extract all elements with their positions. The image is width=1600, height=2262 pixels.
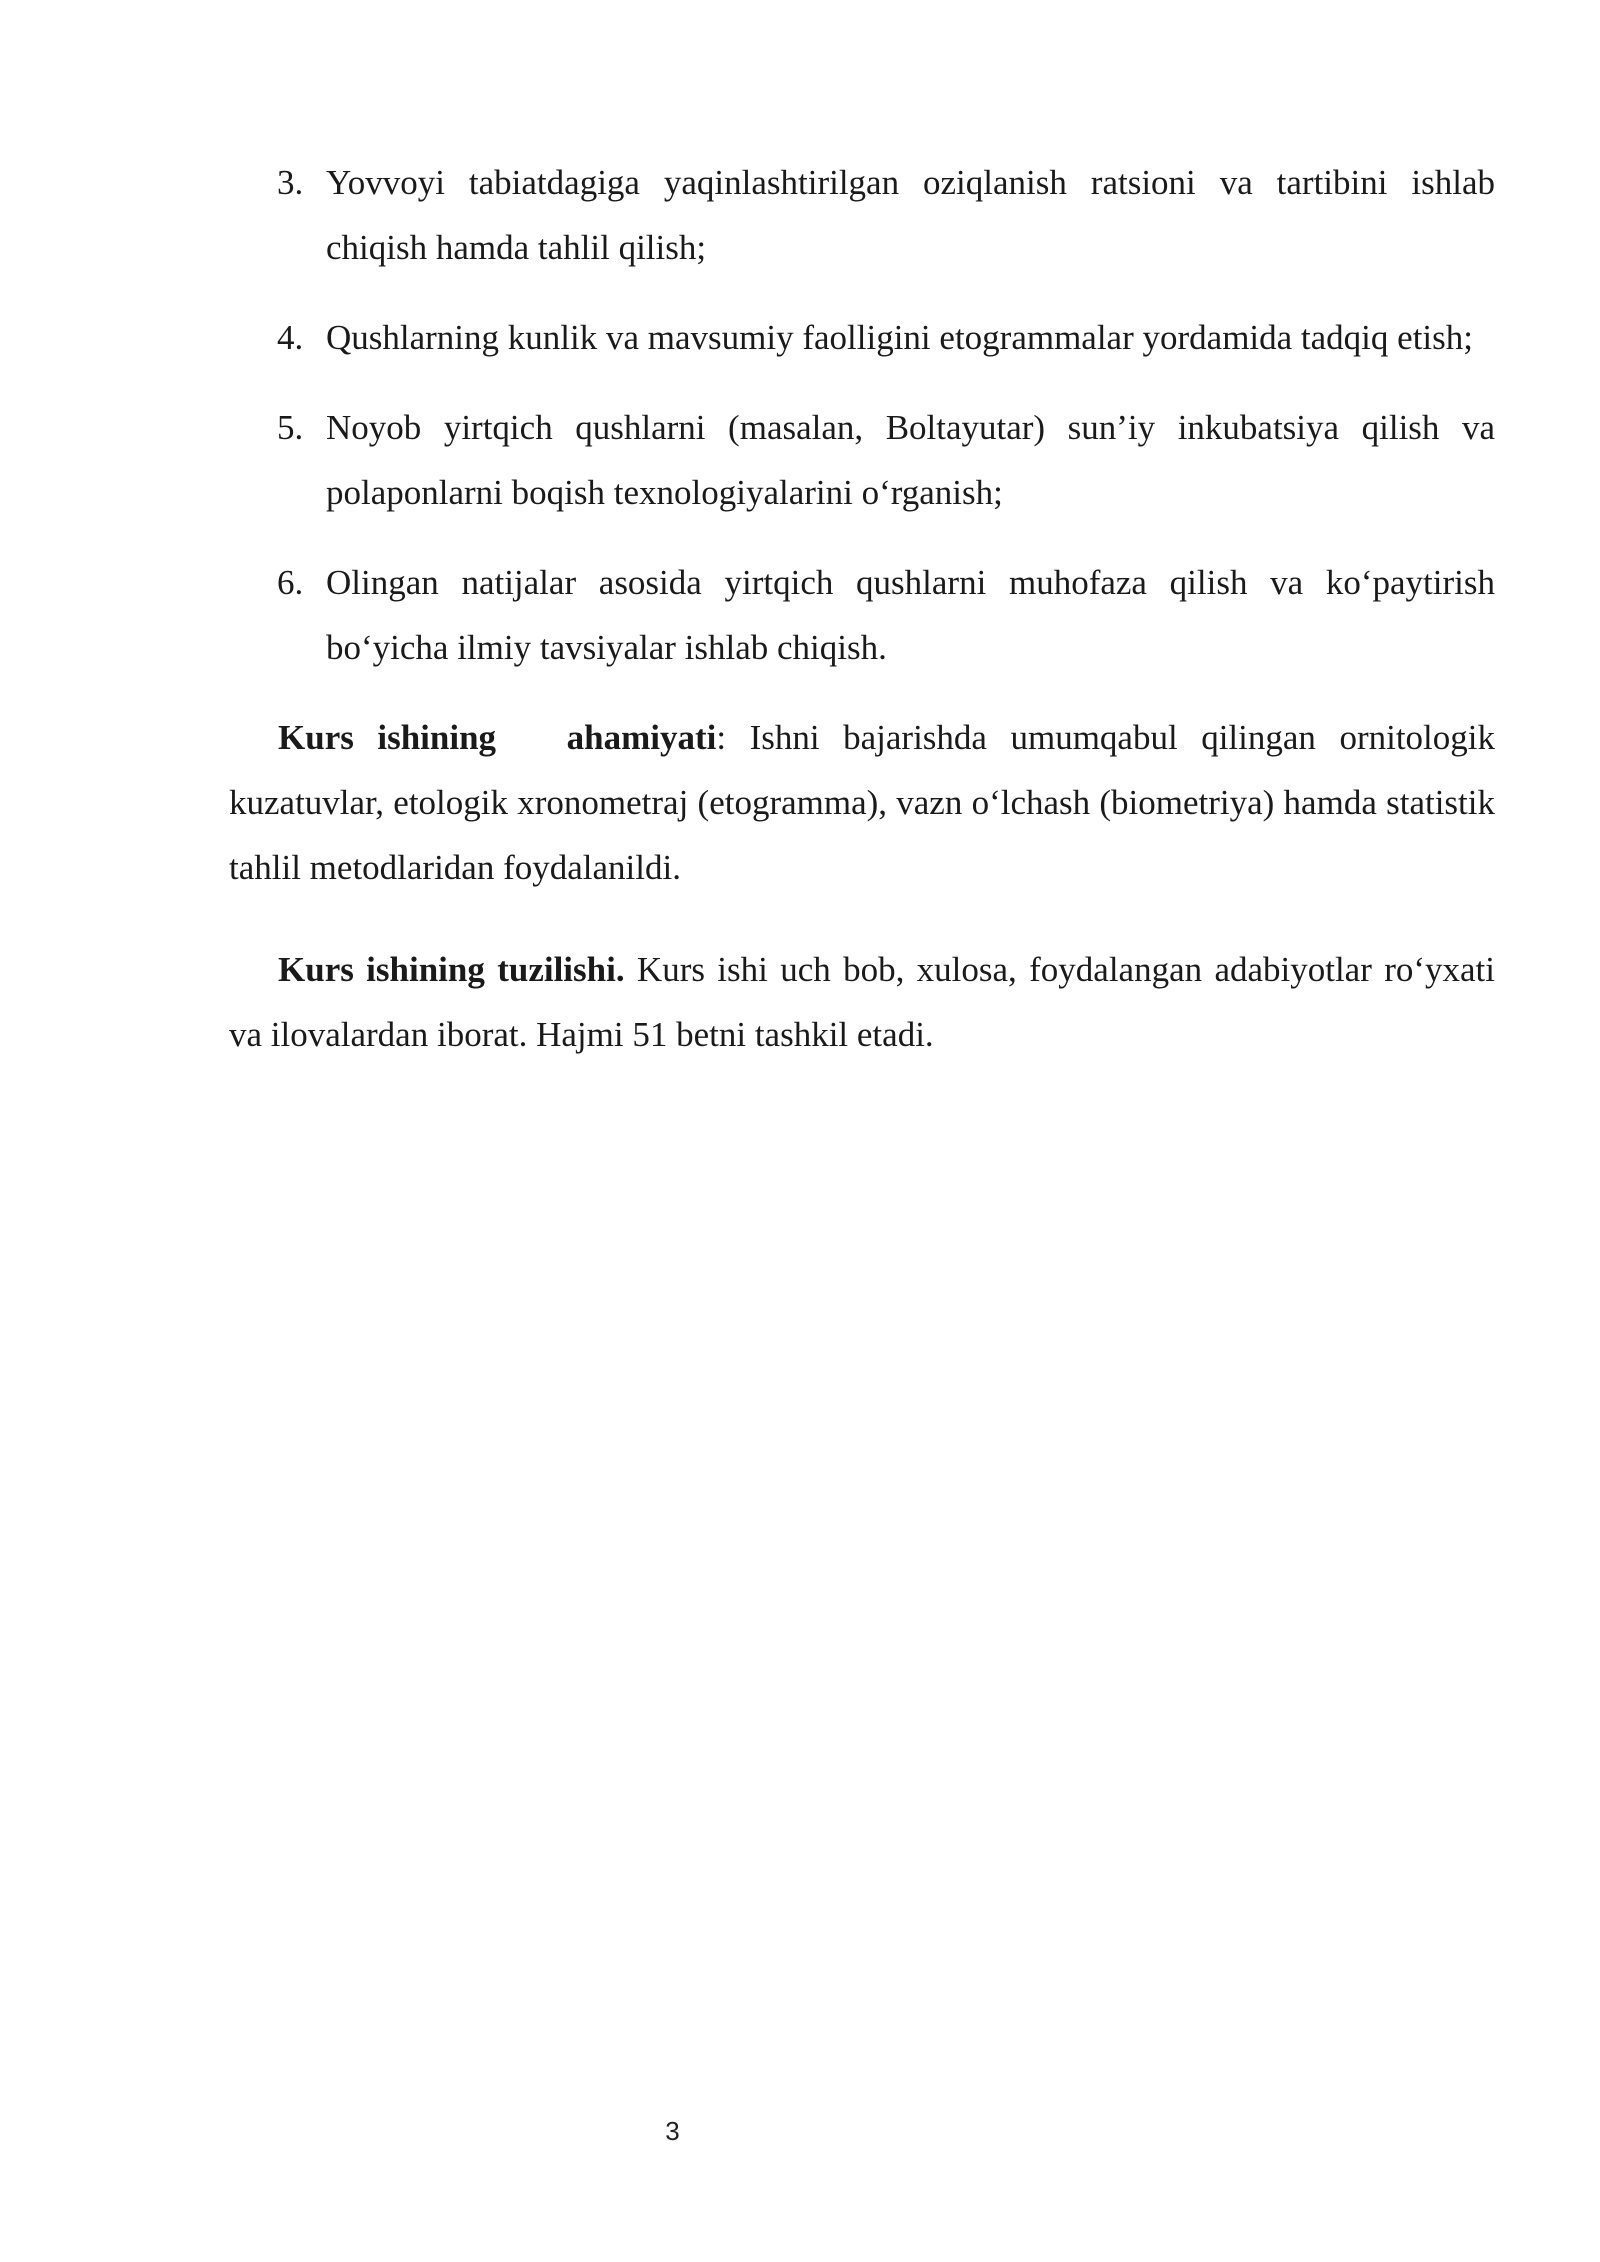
- structure-text: Kurs ishi uch bob, xulosa, foydalangan adabiyotlar ro‘yxati va ilovalardan iborat. Hajmi 51 betni tashkil etadi.: [229, 950, 1495, 1054]
- importance-heading: Kurs ishining ahamiyati: [278, 718, 717, 757]
- list-item-number: 5.: [277, 408, 304, 447]
- list-item-text: Yovvoyi tabiatdagiga yaqinlashtirilgan oziqlanish ratsioni va tartibini ishlab chiqish hamda tahlil qilish;: [326, 163, 1495, 267]
- page-content: [229, 150, 1495, 1067]
- list-item: [229, 550, 1495, 680]
- structure-paragraph: [229, 937, 1495, 1067]
- list-item: [229, 150, 1495, 280]
- list-item-number: 6.: [277, 563, 304, 602]
- list-item: [229, 305, 1495, 370]
- list-item-text: Noyob yirtqich qushlarni (masalan, Boltayutar) sun’iy inkubatsiya qilish va polaponlarni boqish texnologiyalarini o‘rganish;: [326, 408, 1495, 512]
- importance-text: : Ishni bajarishda umumqabul qilingan ornitologik kuzatuvlar, etologik xronometraj (etogramma), vazn o‘lchash (biometriya) hamda statistik tahlil metodlaridan foydalanildi.: [229, 718, 1495, 887]
- list-item: [229, 395, 1495, 525]
- list-item-text: Qushlarning kunlik va mavsumiy faolligini etogrammalar yordamida tadqiq etish;: [326, 318, 1473, 357]
- list-item-number: 3.: [277, 163, 304, 202]
- objectives-list: [229, 150, 1495, 680]
- list-item-number: 4.: [277, 318, 304, 357]
- list-item-text: Olingan natijalar asosida yirtqich qushlarni muhofaza qilish va ko‘paytirish bo‘yicha ilmiy tavsiyalar ishlab chiqish.: [326, 563, 1495, 667]
- importance-paragraph: [229, 705, 1495, 900]
- structure-heading: Kurs ishining tuzilishi.: [278, 950, 625, 989]
- page-number: 3: [665, 2116, 680, 2146]
